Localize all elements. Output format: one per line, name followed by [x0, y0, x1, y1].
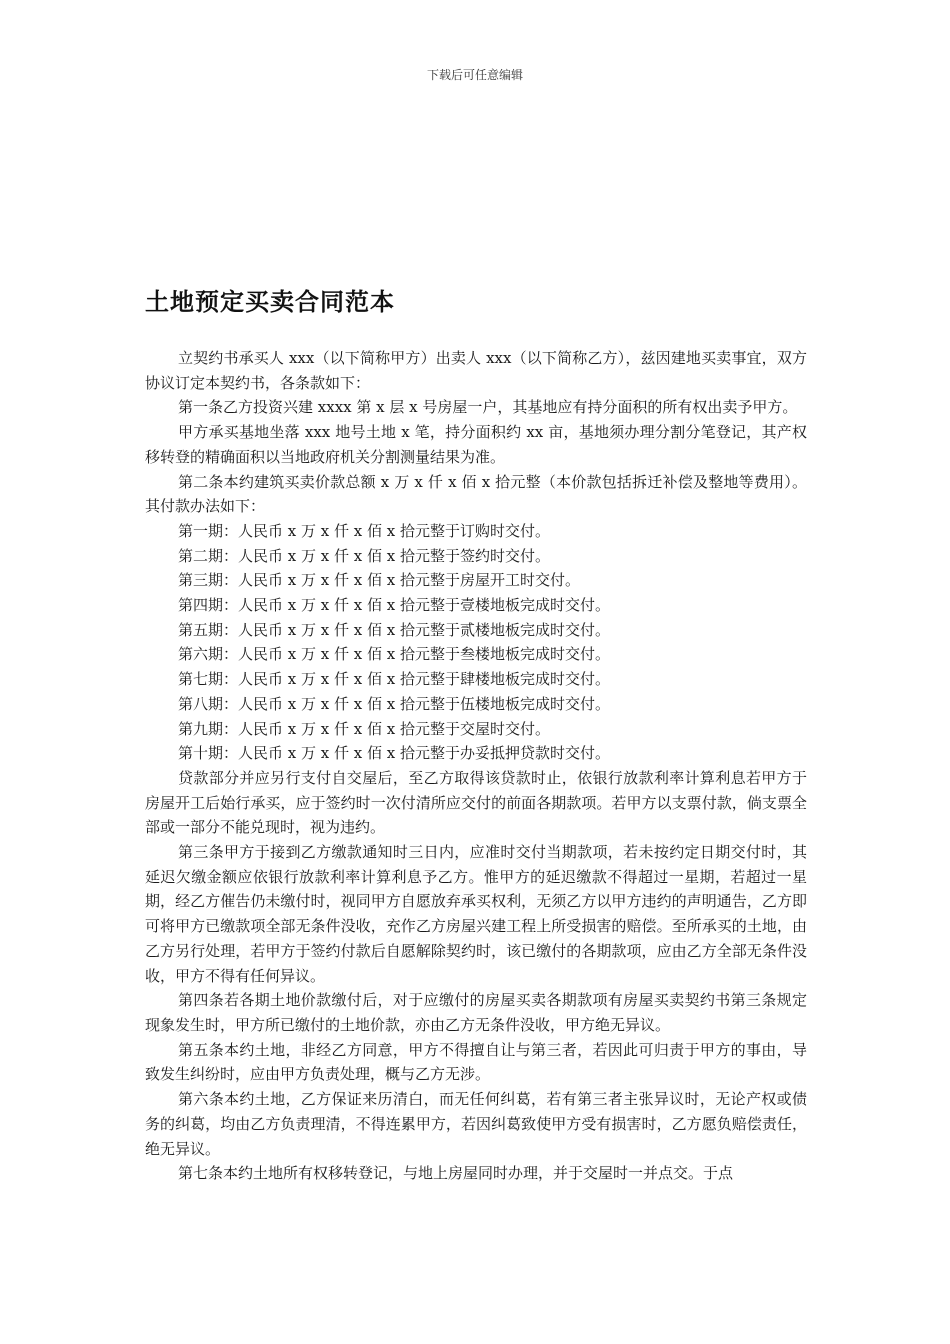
document-body: [145, 346, 807, 1186]
paragraph-intro: 立契约书承买人 xxx（以下简称甲方）出卖人 xxx（以下简称乙方），兹因建地买卖事宜，双方协议订定本契约书，各条款如下：: [145, 349, 807, 392]
payment-term-3: 第三期：人民币 x 万 x 仟 x 佰 x 拾元整于房屋开工时交付。: [178, 571, 580, 590]
document-title: 土地预定买卖合同范本: [145, 288, 395, 316]
paragraph-loan: 贷款部分并应另行支付自交屋后，至乙方取得该贷款时止，依银行放款利率计算利息若甲方于房屋开工后始行承买，应于签约时一次付清所应交付的前面各期款项。若甲方以支票付款，倘支票全部或一部分不能兑现时，视为违约。: [145, 768, 807, 837]
payment-term-4: 第四期：人民币 x 万 x 仟 x 佰 x 拾元整于壹楼地板完成时交付。: [178, 596, 610, 615]
payment-term-6: 第六期：人民币 x 万 x 仟 x 佰 x 拾元整于叁楼地板完成时交付。: [178, 645, 610, 664]
paragraph-article-4: 第四条若各期土地价款缴付后，对于应缴付的房屋买卖各期款项有房屋买卖契约书第三条规定现象发生时，甲方所已缴付的土地价款，亦由乙方无条件没收，甲方绝无异议。: [145, 991, 807, 1034]
paragraph-article-7: 第七条本约土地所有权移转登记，与地上房屋同时办理，并于交屋时一并点交。于点: [178, 1164, 734, 1183]
paragraph-article-6: 第六条本约土地，乙方保证来历清白，而无任何纠葛，若有第三者主张异议时，无论产权或债务的纠葛，均由乙方负责理清，不得连累甲方，若因纠葛致使甲方受有损害时，乙方愿负赔偿责任，绝无异议。: [145, 1090, 807, 1158]
paragraph-article-2: 第二条本约建筑买卖价款总额 x 万 x 仟 x 佰 x 拾元整（本价款包括拆迁补偿及整地等费用）。其付款办法如下：: [145, 472, 807, 516]
payment-term-9: 第九期：人民币 x 万 x 仟 x 佰 x 拾元整于交屋时交付。: [178, 719, 550, 738]
paragraph-land-details: 甲方承买基地坐落 xxx 地号土地 x 笔，持分面积约 xx 亩，基地须办理分割分笔登记，其产权移转登的精确面积以当地政府机关分割测量结果为准。: [145, 423, 807, 466]
payment-term-2: 第二期：人民币 x 万 x 仟 x 佰 x 拾元整于签约时交付。: [178, 546, 550, 565]
payment-term-8: 第八期：人民币 x 万 x 仟 x 佰 x 拾元整于伍楼地板完成时交付。: [178, 694, 610, 713]
payment-term-1: 第一期：人民币 x 万 x 仟 x 佰 x 拾元整于订购时交付。: [178, 521, 550, 540]
payment-term-5: 第五期：人民币 x 万 x 仟 x 佰 x 拾元整于贰楼地板完成时交付。: [178, 620, 610, 639]
paragraph-article-3: 第三条甲方于接到乙方缴款通知时三日内，应准时交付当期款项，若未按约定日期交付时，其延迟欠缴金额应依银行放款利率计算利息予乙方。惟甲方的延迟缴款不得超过一星期，若超过一星期，经乙方催告仍未缴付时，视同甲方自愿放弃承买权利，无须乙方以甲方违约的声明通告，乙方即可将甲方已缴款项全部无条件没收，充作乙方房屋兴建工程上所受损害的赔偿。至所承买的土地，由乙方另行处理，若甲方于签约付款后自愿解除契约时，该已缴付的各期款项，应由乙方全部无条件没收，甲方不得有任何异议。: [145, 843, 807, 985]
paragraph-article-5: 第五条本约土地，非经乙方同意，甲方不得擅自让与第三者，若因此可归责于甲方的事由，导致发生纠纷时，应由甲方负责处理，概与乙方无涉。: [145, 1040, 807, 1084]
payment-term-10: 第十期：人民币 x 万 x 仟 x 佰 x 拾元整于办妥抵押贷款时交付。: [178, 744, 610, 763]
paragraph-article-1: 第一条乙方投资兴建 xxxx 第 x 层 x 号房屋一户，其基地应有持分面积的所有权出卖予甲方。: [178, 398, 798, 417]
payment-term-7: 第七期：人民币 x 万 x 仟 x 佰 x 拾元整于肆楼地板完成时交付。: [178, 670, 610, 689]
header-note: 下载后可任意编辑: [426, 68, 523, 82]
